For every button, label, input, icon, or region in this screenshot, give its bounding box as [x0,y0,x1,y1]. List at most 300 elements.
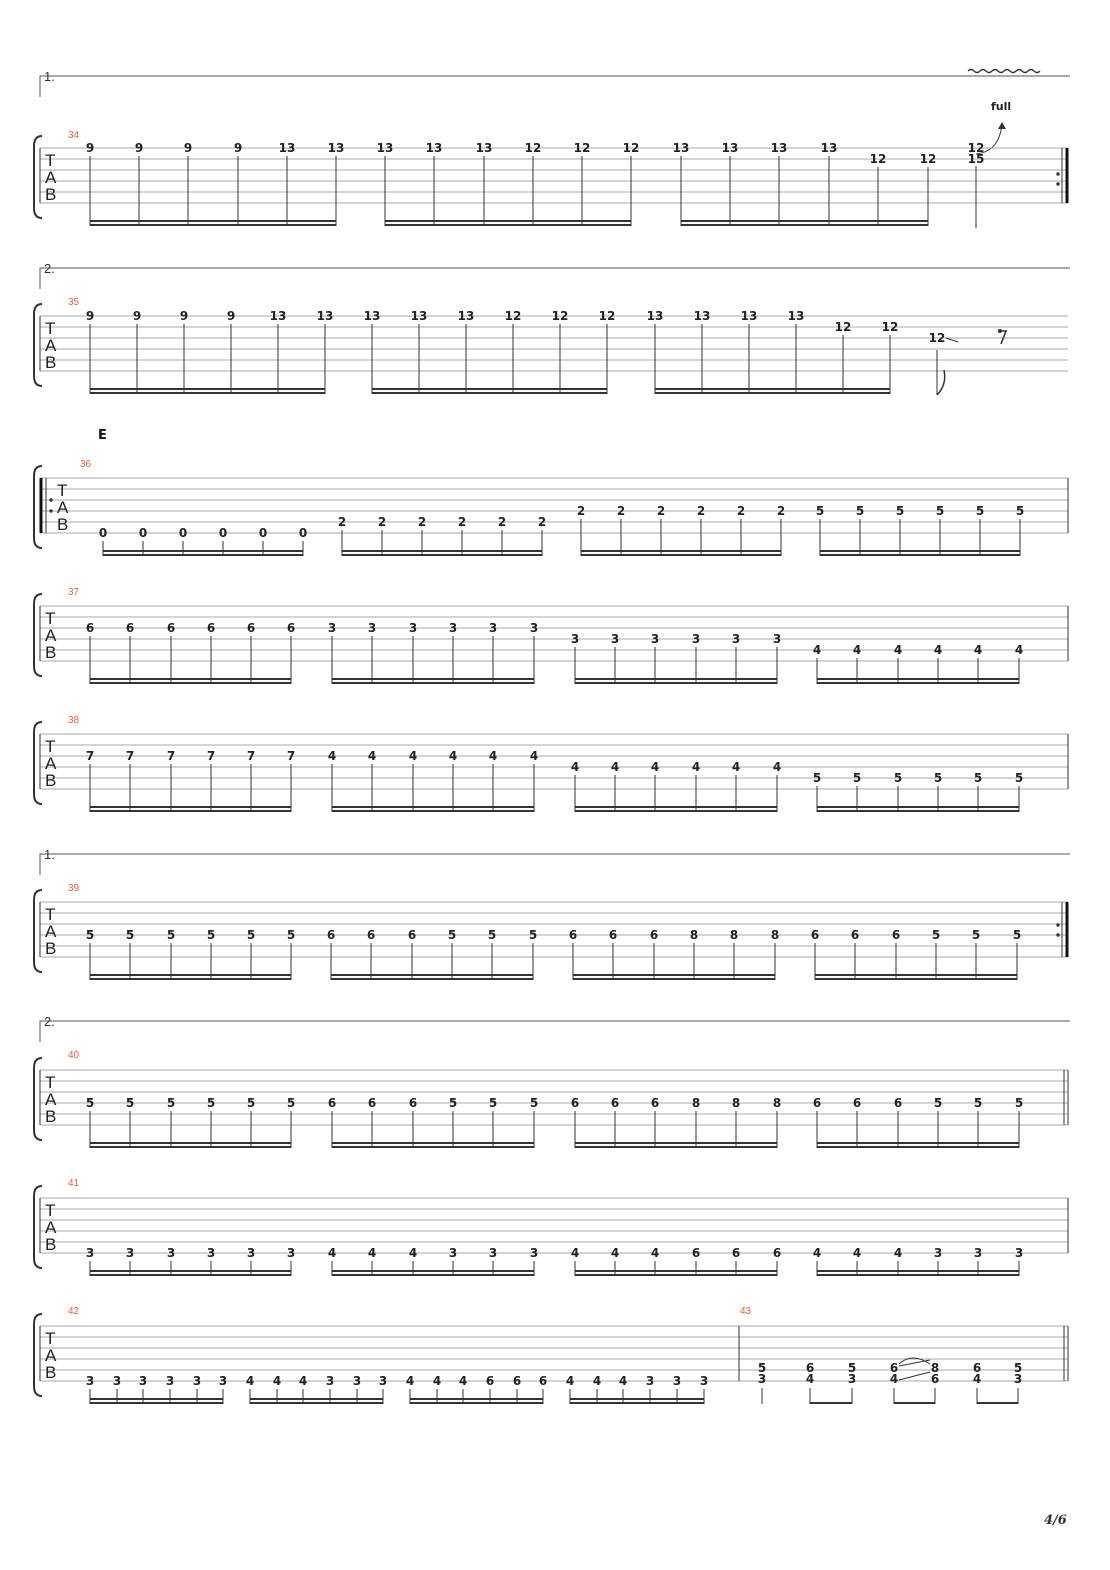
tab-clef-a: A [45,1346,57,1365]
fret-note: 5 [166,928,176,942]
system-measure-38 [34,715,1068,812]
fret-note: 6 [408,1096,418,1110]
staff-lines [40,316,1068,371]
fret-note: 6 [326,928,336,942]
fret-note: 13 [269,309,287,323]
fret-note: 12 [967,141,985,155]
beamed-note-group [813,643,1023,684]
fret-note: 5 [246,928,256,942]
fret-note: 6 [568,928,578,942]
fret-note: 6 [407,928,417,942]
fret-note: 3 [731,632,741,646]
fret-note: 3 [610,632,620,646]
fret-note: 12 [834,320,852,334]
fret-note: 13 [363,309,381,323]
fret-note: 3 [408,621,418,635]
beamed-note-group [571,1096,781,1148]
fret-note: 13 [457,309,475,323]
tab-clef-t: T [57,481,68,500]
fret-note: 12 [622,141,640,155]
system-measure-39 [34,847,1070,980]
fret-note: 2 [656,504,666,518]
fret-note: 8 [689,928,699,942]
fret-note: 6 [893,1096,903,1110]
fret-note: 5 [125,1096,135,1110]
volta-label: 2. [44,1014,55,1029]
fret-note: 3 [138,1374,148,1388]
fret-note: 5 [206,1096,216,1110]
fret-note: 5 [487,928,497,942]
fret-note: 2 [696,504,706,518]
fret-note: 6 [731,1246,741,1260]
fret-note: 6 [649,928,659,942]
fret-note: 4 [367,749,377,763]
fret-note: 3 [448,1246,458,1260]
chord-group [806,1361,856,1404]
fret-note: 6 [166,621,176,635]
beamed-note-group [328,749,538,812]
fret-note: 5 [1013,1361,1023,1375]
system-measure-36 [34,428,1068,556]
fret-note: 6 [512,1374,522,1388]
beamed-note-group [816,504,1024,556]
tab-clef-a: A [45,336,57,355]
fret-note: 3 [488,621,498,635]
fret-note: 6 [889,1361,899,1375]
fret-note: 13 [425,141,443,155]
beamed-note-group [571,760,781,812]
tab-clef-a: A [45,1218,57,1237]
fret-note: 3 [529,1246,539,1260]
fret-note: 4 [610,760,620,774]
tab-clef-a: A [45,754,57,773]
fret-note: 5 [933,1096,943,1110]
tab-clef-t: T [45,609,56,628]
fret-note: 13 [475,141,493,155]
chord-group [758,1361,766,1404]
tab-clef-a: A [45,1090,57,1109]
fret-note: 12 [919,152,937,166]
volta-label: 1. [44,847,55,862]
fret-note: 8 [930,1361,940,1375]
fret-note: 6 [610,1096,620,1110]
fret-note: 4 [618,1374,628,1388]
system-measure-40 [34,1014,1070,1148]
fret-note: 4 [691,760,701,774]
fret-note: 3 [325,1374,335,1388]
double-barline [1064,1326,1068,1381]
fret-note: 3 [699,1374,709,1388]
fret-note: 6 [286,621,296,635]
staff-lines [40,1326,1068,1381]
fret-note: 5 [895,504,905,518]
repeat-end [1056,902,1067,957]
fret-note: 9 [134,141,144,155]
measure-number: 34 [68,130,80,141]
volta-bracket [40,76,1070,97]
beamed-note-group [406,1374,547,1404]
fret-note: 4 [805,1372,815,1386]
beamed-note-group [86,141,345,226]
fret-note: 0 [258,526,268,540]
measure-number: 42 [68,1306,80,1317]
volta-bracket [40,1021,1070,1042]
fret-note: 12 [869,152,887,166]
tab-clef-t: T [45,151,56,170]
fret-note: 5 [757,1361,767,1375]
fret-note: 3 [378,1374,388,1388]
tab-clef-a: A [45,922,57,941]
fret-note: 5 [812,771,822,785]
fret-note: 4 [272,1374,282,1388]
fret-note: 4 [972,1372,982,1386]
fret-note: 3 [192,1374,202,1388]
fret-note: 3 [529,621,539,635]
fret-note: 6 [810,928,820,942]
fret-note: 5 [855,504,865,518]
fret-note: 9 [85,309,95,323]
fret-note: 4 [650,1246,660,1260]
fret-note: 13 [770,141,788,155]
fret-note: 3 [125,1246,135,1260]
fret-note: 3 [246,1246,256,1260]
fret-note: 3 [85,1374,95,1388]
fret-note: 4 [889,1372,899,1386]
fret-note: 3 [327,621,337,635]
repeat-end [1056,148,1067,203]
vibrato-mark [968,70,1040,73]
beamed-note-group [577,504,785,556]
fret-note: 5 [125,928,135,942]
fret-note: 6 [246,621,256,635]
fret-note: 6 [930,1372,940,1386]
fret-note: 13 [820,141,838,155]
fret-note: 0 [138,526,148,540]
fret-note: 6 [972,1361,982,1375]
fret-note: 4 [650,760,660,774]
fret-note: 9 [85,141,95,155]
tab-clef-t: T [45,1073,56,1092]
fret-note: 6 [327,1096,337,1110]
fret-note: 4 [448,749,458,763]
beamed-note-group [571,1246,781,1276]
fret-note: 4 [852,1246,862,1260]
fret-note: 3 [85,1246,95,1260]
beamed-note-group [86,1096,295,1148]
fret-note: 3 [1013,1372,1023,1386]
repeat-start [41,478,53,533]
fret-note: 3 [488,1246,498,1260]
fret-note: 3 [933,1246,943,1260]
fret-note: 4 [432,1374,442,1388]
measure-number: 40 [68,1050,80,1061]
fret-note: 15 [967,152,985,166]
fret-note: 4 [458,1374,468,1388]
fret-note: 4 [812,1246,822,1260]
fret-note: 6 [125,621,135,635]
beamed-note-group [673,141,937,226]
fret-note: 6 [691,1246,701,1260]
fret-note: 6 [206,621,216,635]
fret-note: 4 [529,749,539,763]
tab-clef-t: T [45,905,56,924]
beamed-note-group [813,1096,1023,1148]
fret-note: 0 [98,526,108,540]
fret-note: 5 [85,1096,95,1110]
fret-note: 6 [805,1361,815,1375]
beamed-note-group [377,141,640,226]
fret-note: 3 [650,632,660,646]
fret-note: 5 [246,1096,256,1110]
staff-lines [40,1198,1068,1253]
fret-note: 13 [316,309,334,323]
fret-note: 5 [286,1096,296,1110]
beamed-note-group [86,621,295,684]
tab-clef-b: B [45,771,57,790]
beamed-note-group [566,1374,708,1404]
tab-clef-t: T [45,1201,56,1220]
beamed-note-group [813,771,1023,812]
fret-note: 5 [852,771,862,785]
section-marker: E [98,428,107,443]
fret-note: 6 [570,1096,580,1110]
fret-note: 3 [757,1372,767,1386]
fret-note: 9 [233,141,243,155]
fret-note: 5 [529,1096,539,1110]
fret-note: 13 [278,141,296,155]
fret-note: 5 [206,928,216,942]
fret-note: 5 [448,1096,458,1110]
beamed-note-group [99,526,307,556]
tab-clef-b: B [45,1107,57,1126]
measure-number: 36 [80,459,92,470]
fret-note: 6 [538,1374,548,1388]
fret-note: 4 [488,749,498,763]
tab-clef-b: B [45,1235,57,1254]
fret-note: 7 [286,749,296,763]
volta-label: 2. [44,261,55,276]
fret-note: 4 [592,1374,602,1388]
fret-note: 13 [410,309,428,323]
fret-note: 3 [1014,1246,1024,1260]
volta-bracket [40,854,1070,875]
fret-note: 5 [85,928,95,942]
fret-note: 2 [337,515,347,529]
fret-note: 8 [770,928,780,942]
fret-note: 4 [772,760,782,774]
fret-note: 4 [1014,643,1024,657]
fret-note: 8 [731,1096,741,1110]
tab-clef-b: B [45,353,57,372]
measure-number: 43 [740,1306,752,1317]
fret-note: 3 [847,1372,857,1386]
fret-note: 4 [812,643,822,657]
fret-note: 8 [729,928,739,942]
fret-note: 8 [772,1096,782,1110]
tab-clef-a: A [45,168,57,187]
fret-note: 9 [132,309,142,323]
measure-number: 39 [68,883,80,894]
volta-label: 1. [44,69,55,84]
fret-note: 5 [973,1096,983,1110]
fret-note: 13 [693,309,711,323]
fret-note: 4 [610,1246,620,1260]
fret-note: 4 [565,1374,575,1388]
fret-note: 3 [570,632,580,646]
fret-note: 4 [973,643,983,657]
fret-note: 8 [691,1096,701,1110]
beamed-note-group [327,928,537,980]
fret-note: 4 [570,1246,580,1260]
bend-arrow-icon [998,122,1006,129]
fret-note: 6 [366,928,376,942]
fret-note: 3 [352,1374,362,1388]
fret-note: 0 [218,526,228,540]
fret-note: 4 [408,1246,418,1260]
fret-note: 5 [286,928,296,942]
fret-note: 5 [935,504,945,518]
fret-note: 12 [551,309,569,323]
fret-note: 13 [376,141,394,155]
staff-lines [40,1070,1068,1125]
fret-note: 12 [928,331,946,345]
fret-note: 6 [367,1096,377,1110]
fret-note: 7 [125,749,135,763]
fret-note: 4 [245,1374,255,1388]
fret-note: 3 [691,632,701,646]
tab-clef-b: B [45,1363,57,1382]
fret-note: 0 [298,526,308,540]
beamed-note-group [811,928,1021,980]
fret-note: 12 [598,309,616,323]
tab-clef-a: A [45,626,57,645]
system-measure-42-43 [34,1306,1068,1404]
eighth-note-stem [937,350,945,395]
fret-note: 4 [405,1374,415,1388]
fret-note: 7 [246,749,256,763]
staff-lines [40,734,1068,789]
fret-note: 7 [206,749,216,763]
fret-note: 6 [891,928,901,942]
fret-note: 2 [377,515,387,529]
fret-note: 4 [852,643,862,657]
fret-note: 13 [787,309,805,323]
fret-note: 3 [286,1246,296,1260]
fret-note: 2 [457,515,467,529]
fret-note: 4 [893,1246,903,1260]
fret-note: 2 [417,515,427,529]
fret-note: 4 [327,1246,337,1260]
fret-note: 4 [327,749,337,763]
fret-note: 4 [893,643,903,657]
fret-note: 9 [226,309,236,323]
fret-note: 4 [408,749,418,763]
fret-note: 5 [1014,771,1024,785]
tab-clef-t: T [45,319,56,338]
beamed-note-group [86,749,295,812]
chord-group [973,1361,1022,1404]
beamed-note-group [647,309,899,394]
fret-note: 7 [166,749,176,763]
fret-note: 2 [576,504,586,518]
fret-note: 3 [772,632,782,646]
fret-note: 3 [367,621,377,635]
fret-note: 6 [608,928,618,942]
fret-note: 5 [973,771,983,785]
fret-note: 5 [166,1096,176,1110]
double-barline [1064,1070,1068,1125]
fret-note: 5 [931,928,941,942]
tab-clef-b: B [57,515,69,534]
fret-note: 5 [447,928,457,942]
beamed-note-group [86,928,295,980]
fret-note: 3 [218,1374,228,1388]
fret-note: 13 [740,309,758,323]
bend-label: full [991,100,1012,113]
beamed-note-group [569,928,779,980]
tab-clef-b: B [45,643,57,662]
fret-note: 5 [933,771,943,785]
fret-note: 12 [524,141,542,155]
fret-note: 9 [183,141,193,155]
fret-note: 5 [815,504,825,518]
staff-lines [40,478,1068,533]
fret-note: 6 [812,1096,822,1110]
fret-note: 5 [1012,928,1022,942]
fret-note: 7 [85,749,95,763]
fret-note: 12 [881,320,899,334]
fret-note: 12 [573,141,591,155]
fret-note: 9 [179,309,189,323]
staff-lines [40,606,1068,661]
beamed-note-group [246,1374,387,1404]
staff-lines [40,148,1068,203]
volta-bracket [40,268,1070,289]
tab-clef-t: T [45,1329,56,1348]
fret-note: 12 [504,309,522,323]
beamed-note-group [328,1246,538,1276]
fret-note: 3 [973,1246,983,1260]
fret-note: 2 [616,504,626,518]
measure-number: 35 [68,297,80,308]
beamed-note-group [328,621,538,684]
fret-note: 2 [497,515,507,529]
beamed-note-group [338,515,546,556]
fret-note: 13 [672,141,690,155]
beamed-note-group [813,1246,1023,1276]
tab-clef-b: B [45,185,57,204]
beamed-note-group [364,309,616,394]
fret-note: 2 [537,515,547,529]
beamed-note-group [328,1096,538,1148]
fret-note: 2 [736,504,746,518]
fret-note: 2 [776,504,786,518]
staff-lines [40,902,1068,957]
fret-note: 3 [448,621,458,635]
fret-note: 3 [645,1374,655,1388]
fret-note: 3 [166,1246,176,1260]
slide-mark [899,1372,930,1380]
fret-note: 6 [850,928,860,942]
fret-note: 4 [731,760,741,774]
fret-note: 5 [893,771,903,785]
eighth-rest-icon [998,329,1006,344]
fret-note: 6 [650,1096,660,1110]
measure-number: 37 [68,587,80,598]
fret-note: 13 [327,141,345,155]
fret-note: 13 [646,309,664,323]
system-measure-37 [34,587,1068,684]
